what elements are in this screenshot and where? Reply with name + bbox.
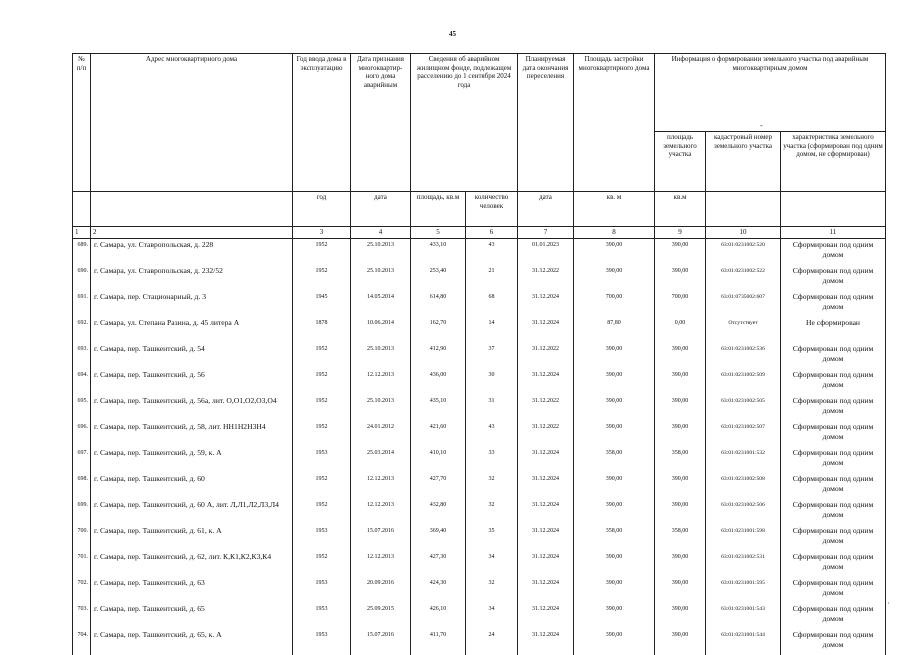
header-land-area: площадь земельного участка <box>655 132 706 192</box>
people-cell: 33 <box>466 447 518 473</box>
cadastral-cell: 63:01:0231001:595 <box>706 577 781 603</box>
address-cell: г. Самара, пер. Ташкентский, д. 65 <box>91 603 293 629</box>
address-cell: г. Самара, ул. Степана Разина, д. 45 литера А <box>91 317 293 343</box>
built-area-cell: 87,80 <box>574 317 655 343</box>
header-fund-info: Сведения об аварийном жилищном фонде, подлежащем расселению до 1 сентября 2024 года <box>411 54 518 192</box>
land-characteristic-cell: Сформирован под одним домом <box>781 473 886 499</box>
column-number: 10 <box>706 227 781 239</box>
land-characteristic-cell: Сформирован под одним домом <box>781 291 886 317</box>
people-cell: 31 <box>466 395 518 421</box>
built-area-cell: 390,00 <box>574 238 655 265</box>
address-cell: г. Самара, пер. Стационарный, д. 3 <box>91 291 293 317</box>
resettle-date-cell: 31.12.2022 <box>518 265 574 291</box>
year-cell: 1952 <box>293 395 351 421</box>
resettle-date-cell: 31.12.2022 <box>518 395 574 421</box>
row-number: 703. <box>73 603 91 629</box>
area-cell: 432,80 <box>411 499 466 525</box>
header-area: площадь, кв.м <box>411 192 466 227</box>
address-cell: г. Самара, ул. Ставропольская, д. 232/52 <box>91 265 293 291</box>
area-cell: 436,00 <box>411 369 466 395</box>
cadastral-cell: 63:01:0231002:536 <box>706 343 781 369</box>
people-cell: 32 <box>466 577 518 603</box>
people-cell: 34 <box>466 551 518 577</box>
people-cell: 35 <box>466 525 518 551</box>
header-emergency-date: Дата признания многоквартир-ного дома аварийным <box>351 54 411 192</box>
emergency-date-cell: 15.07.2016 <box>351 525 411 551</box>
emergency-date-cell: 25.10.2013 <box>351 343 411 369</box>
people-cell: 21 <box>466 265 518 291</box>
year-cell: 1952 <box>293 265 351 291</box>
cadastral-cell: 63:01:0231002:509 <box>706 369 781 395</box>
column-number: 2 <box>91 227 293 239</box>
address-cell: г. Самара, пер. Ташкентский, д. 61, к. А <box>91 525 293 551</box>
emergency-date-cell: 15.07.2016 <box>351 629 411 655</box>
row-number: 689. <box>73 238 91 265</box>
people-cell: 68 <box>466 291 518 317</box>
row-number: 690. <box>73 265 91 291</box>
address-cell: г. Самара, пер. Ташкентский, д. 59, к. А <box>91 447 293 473</box>
land-area-cell: 358,00 <box>655 447 706 473</box>
land-area-cell: 390,00 <box>655 473 706 499</box>
header-people: количество человек <box>466 192 518 227</box>
cadastral-cell: 63:01:0231001:544 <box>706 629 781 655</box>
emergency-date-cell: 10.06.2014 <box>351 317 411 343</box>
header-built-area: Площадь застройки многоквартирного дома <box>574 54 655 192</box>
year-cell: 1952 <box>293 551 351 577</box>
people-cell: 14 <box>466 317 518 343</box>
land-characteristic-cell: Сформирован под одним домом <box>781 525 886 551</box>
built-area-cell: 390,00 <box>574 369 655 395</box>
year-cell: 1952 <box>293 421 351 447</box>
land-characteristic-cell: Сформирован под одним домом <box>781 369 886 395</box>
unit-empty <box>781 192 886 227</box>
emergency-date-cell: 25.10.2013 <box>351 238 411 265</box>
cadastral-cell: 63:01:0231002:507 <box>706 421 781 447</box>
column-number: 8 <box>574 227 655 239</box>
year-cell: 1953 <box>293 577 351 603</box>
column-number: 9 <box>655 227 706 239</box>
emergency-date-cell: 12.12.2013 <box>351 473 411 499</box>
cadastral-cell: 63:01:0231001:543 <box>706 603 781 629</box>
cadastral-cell: 63:01:0231002:506 <box>706 499 781 525</box>
people-cell: 37 <box>466 343 518 369</box>
address-cell: г. Самара, пер. Ташкентский, д. 56 <box>91 369 293 395</box>
row-number: 702. <box>73 577 91 603</box>
resettle-date-cell: 31.12.2022 <box>518 421 574 447</box>
people-cell: 30 <box>466 369 518 395</box>
address-cell: г. Самара, пер. Ташкентский, д. 54 <box>91 343 293 369</box>
land-area-cell: 390,00 <box>655 603 706 629</box>
built-area-cell: 390,00 <box>574 551 655 577</box>
year-cell: 1953 <box>293 603 351 629</box>
resettle-date-cell: 31.12.2024 <box>518 629 574 655</box>
emergency-date-cell: 12.12.2013 <box>351 369 411 395</box>
row-number: 700. <box>73 525 91 551</box>
column-number: 7 <box>518 227 574 239</box>
unit-empty <box>91 192 293 227</box>
header-land-characteristic: характеристика земельного участка (сформирован под одним домом, не сформирован) <box>781 132 886 192</box>
land-area-cell: 390,00 <box>655 421 706 447</box>
year-cell: 1952 <box>293 238 351 265</box>
page-number: 45 <box>449 30 456 38</box>
land-characteristic-cell: Сформирован под одним домом <box>781 447 886 473</box>
area-cell: 426,10 <box>411 603 466 629</box>
row-number: 704. <box>73 629 91 655</box>
resettle-date-cell: 31.12.2024 <box>518 447 574 473</box>
area-cell: 435,10 <box>411 395 466 421</box>
people-cell: 34 <box>466 603 518 629</box>
table-row <box>73 238 886 265</box>
address-cell: г. Самара, ул. Ставропольская, д. 228 <box>91 238 293 265</box>
built-area-cell: 390,00 <box>574 265 655 291</box>
cadastral-cell: 63:01:0231001:598 <box>706 525 781 551</box>
unit-empty <box>706 192 781 227</box>
unit-land: кв.м <box>655 192 706 227</box>
area-cell: 614,80 <box>411 291 466 317</box>
built-area-cell: 390,00 <box>574 473 655 499</box>
table-row <box>73 447 886 473</box>
header-resettle-date: Планируемая дата окончания переселения <box>518 54 574 192</box>
resettle-date-cell: 31.12.2024 <box>518 473 574 499</box>
land-characteristic-cell: Сформирован под одним домом <box>781 343 886 369</box>
resettle-date-cell: 01.01.2023 <box>518 238 574 265</box>
column-number: 5 <box>411 227 466 239</box>
land-area-cell: 390,00 <box>655 343 706 369</box>
year-cell: 1952 <box>293 369 351 395</box>
table-row <box>73 499 886 525</box>
area-cell: 433,10 <box>411 238 466 265</box>
land-characteristic-cell: Сформирован под одним домом <box>781 265 886 291</box>
header-number: № п/п <box>73 54 91 192</box>
emergency-date-cell: 25.10.2013 <box>351 395 411 421</box>
land-characteristic-cell: Не сформирован <box>781 317 886 343</box>
address-cell: г. Самара, пер. Ташкентский, д. 56а, лит. О,О1,О2,О3,О4 <box>91 395 293 421</box>
table-row <box>73 577 886 603</box>
header-land-info: Информация о формировании земельного участка под аварийным многоквартирным домом <box>655 54 886 132</box>
land-area-cell: 0,00 <box>655 317 706 343</box>
year-cell: 1952 <box>293 499 351 525</box>
address-cell: г. Самара, пер. Ташкентский, д. 62, лит. К,К1,К2,К3,К4 <box>91 551 293 577</box>
built-area-cell: 390,00 <box>574 395 655 421</box>
header-year: Год ввода дома в эксплуатацию <box>293 54 351 192</box>
resettle-date-cell: 31.12.2022 <box>518 343 574 369</box>
built-area-cell: 390,00 <box>574 629 655 655</box>
emergency-date-cell: 25.09.2015 <box>351 603 411 629</box>
built-area-cell: 390,00 <box>574 421 655 447</box>
area-cell: 253,40 <box>411 265 466 291</box>
row-number: 693. <box>73 343 91 369</box>
table-row <box>73 551 886 577</box>
land-characteristic-cell: Сформирован под одним домом <box>781 238 886 265</box>
people-cell: 43 <box>466 238 518 265</box>
table-row <box>73 395 886 421</box>
row-number: 694. <box>73 369 91 395</box>
unit-year: год <box>293 192 351 227</box>
people-cell: 32 <box>466 473 518 499</box>
column-number: 11 <box>781 227 886 239</box>
land-area-cell: 390,00 <box>655 629 706 655</box>
land-area-cell: 390,00 <box>655 265 706 291</box>
built-area-cell: 700,00 <box>574 291 655 317</box>
people-cell: 43 <box>466 421 518 447</box>
land-characteristic-cell: Сформирован под одним домом <box>781 421 886 447</box>
area-cell: 421,60 <box>411 421 466 447</box>
row-number: 701. <box>73 551 91 577</box>
cadastral-cell: 63:01:0231002:522 <box>706 265 781 291</box>
land-characteristic-cell: Сформирован под одним домом <box>781 603 886 629</box>
built-area-cell: 390,00 <box>574 499 655 525</box>
land-area-cell: 700,00 <box>655 291 706 317</box>
land-area-cell: 390,00 <box>655 551 706 577</box>
stray-mark: · <box>887 599 890 608</box>
resettle-date-cell: 31.12.2024 <box>518 577 574 603</box>
built-area-cell: 390,00 <box>574 343 655 369</box>
row-number: 691. <box>73 291 91 317</box>
table-row <box>73 369 886 395</box>
column-numbers-row <box>73 227 886 239</box>
area-cell: 412,90 <box>411 343 466 369</box>
cadastral-cell: 63:01:0231002:531 <box>706 551 781 577</box>
land-area-cell: 390,00 <box>655 238 706 265</box>
area-cell: 410,10 <box>411 447 466 473</box>
table-row <box>73 629 886 655</box>
resettle-date-cell: 31.12.2024 <box>518 499 574 525</box>
table-row <box>73 317 886 343</box>
land-characteristic-cell: Сформирован под одним домом <box>781 499 886 525</box>
resettle-date-cell: 31.12.2024 <box>518 603 574 629</box>
row-number: 696. <box>73 421 91 447</box>
land-characteristic-cell: Сформирован под одним домом <box>781 577 886 603</box>
stray-mark: - <box>760 121 763 130</box>
area-cell: 427,30 <box>411 551 466 577</box>
unit-built: кв. м <box>574 192 655 227</box>
column-number: 3 <box>293 227 351 239</box>
address-cell: г. Самара, пер. Ташкентский, д. 60 А, лит. Л,Л1,Л2,Л3,Л4 <box>91 499 293 525</box>
built-area-cell: 358,00 <box>574 525 655 551</box>
address-cell: г. Самара, пер. Ташкентский, д. 60 <box>91 473 293 499</box>
table-row <box>73 343 886 369</box>
header-cadastral: кадастровый номер земельного участка <box>706 132 781 192</box>
column-number: 4 <box>351 227 411 239</box>
resettle-date-cell: 31.12.2024 <box>518 291 574 317</box>
address-cell: г. Самара, пер. Ташкентский, д. 65, к. А <box>91 629 293 655</box>
row-number: 699. <box>73 499 91 525</box>
emergency-date-cell: 12.12.2013 <box>351 551 411 577</box>
emergency-date-cell: 12.12.2013 <box>351 499 411 525</box>
built-area-cell: 390,00 <box>574 577 655 603</box>
emergency-housing-table <box>72 53 886 655</box>
cadastral-cell: 63:01:0231001:532 <box>706 447 781 473</box>
built-area-cell: 358,00 <box>574 447 655 473</box>
unit-empty <box>73 192 91 227</box>
column-number: 1 <box>73 227 91 239</box>
year-cell: 1878 <box>293 317 351 343</box>
year-cell: 1953 <box>293 447 351 473</box>
header-address: Адрес многоквартирного дома <box>91 54 293 192</box>
built-area-cell: 390,00 <box>574 603 655 629</box>
land-area-cell: 390,00 <box>655 499 706 525</box>
table-row <box>73 265 886 291</box>
cadastral-cell: 63:01:0735002:607 <box>706 291 781 317</box>
resettle-date-cell: 31.12.2024 <box>518 525 574 551</box>
cadastral-cell: 63:01:0231002:505 <box>706 395 781 421</box>
land-area-cell: 390,00 <box>655 577 706 603</box>
resettle-date-cell: 31.12.2024 <box>518 317 574 343</box>
emergency-date-cell: 24.01.2012 <box>351 421 411 447</box>
area-cell: 424,30 <box>411 577 466 603</box>
emergency-date-cell: 25.03.2014 <box>351 447 411 473</box>
area-cell: 411,70 <box>411 629 466 655</box>
table-row <box>73 603 886 629</box>
people-cell: 32 <box>466 499 518 525</box>
row-number: 697. <box>73 447 91 473</box>
land-characteristic-cell: Сформирован под одним домом <box>781 395 886 421</box>
area-cell: 369,40 <box>411 525 466 551</box>
row-number: 692. <box>73 317 91 343</box>
cadastral-cell: 63:01:0231002:508 <box>706 473 781 499</box>
area-cell: 162,70 <box>411 317 466 343</box>
emergency-date-cell: 25.10.2013 <box>351 265 411 291</box>
year-cell: 1953 <box>293 629 351 655</box>
table-row <box>73 421 886 447</box>
resettle-date-cell: 31.12.2024 <box>518 551 574 577</box>
row-number: 698. <box>73 473 91 499</box>
land-area-cell: 390,00 <box>655 395 706 421</box>
resettle-date-cell: 31.12.2024 <box>518 369 574 395</box>
year-cell: 1952 <box>293 473 351 499</box>
table-row <box>73 473 886 499</box>
emergency-date-cell: 20.09.2016 <box>351 577 411 603</box>
emergency-date-cell: 14.05.2014 <box>351 291 411 317</box>
area-cell: 427,70 <box>411 473 466 499</box>
land-area-cell: 358,00 <box>655 525 706 551</box>
year-cell: 1953 <box>293 525 351 551</box>
table-row <box>73 525 886 551</box>
address-cell: г. Самара, пер. Ташкентский, д. 63 <box>91 577 293 603</box>
table-body <box>73 238 886 655</box>
people-cell: 24 <box>466 629 518 655</box>
unit-date: дата <box>351 192 411 227</box>
cadastral-cell: 63:01:0231002:520 <box>706 238 781 265</box>
column-number: 6 <box>466 227 518 239</box>
table-row <box>73 291 886 317</box>
address-cell: г. Самара, пер. Ташкентский, д. 58, лит. НН1Н2Н3Н4 <box>91 421 293 447</box>
row-number: 695. <box>73 395 91 421</box>
year-cell: 1952 <box>293 343 351 369</box>
land-characteristic-cell: Сформирован под одним домом <box>781 551 886 577</box>
land-characteristic-cell: Сформирован под одним домом <box>781 629 886 655</box>
unit-date-resettle: дата <box>518 192 574 227</box>
land-area-cell: 390,00 <box>655 369 706 395</box>
cadastral-cell: Отсутствует <box>706 317 781 343</box>
year-cell: 1945 <box>293 291 351 317</box>
